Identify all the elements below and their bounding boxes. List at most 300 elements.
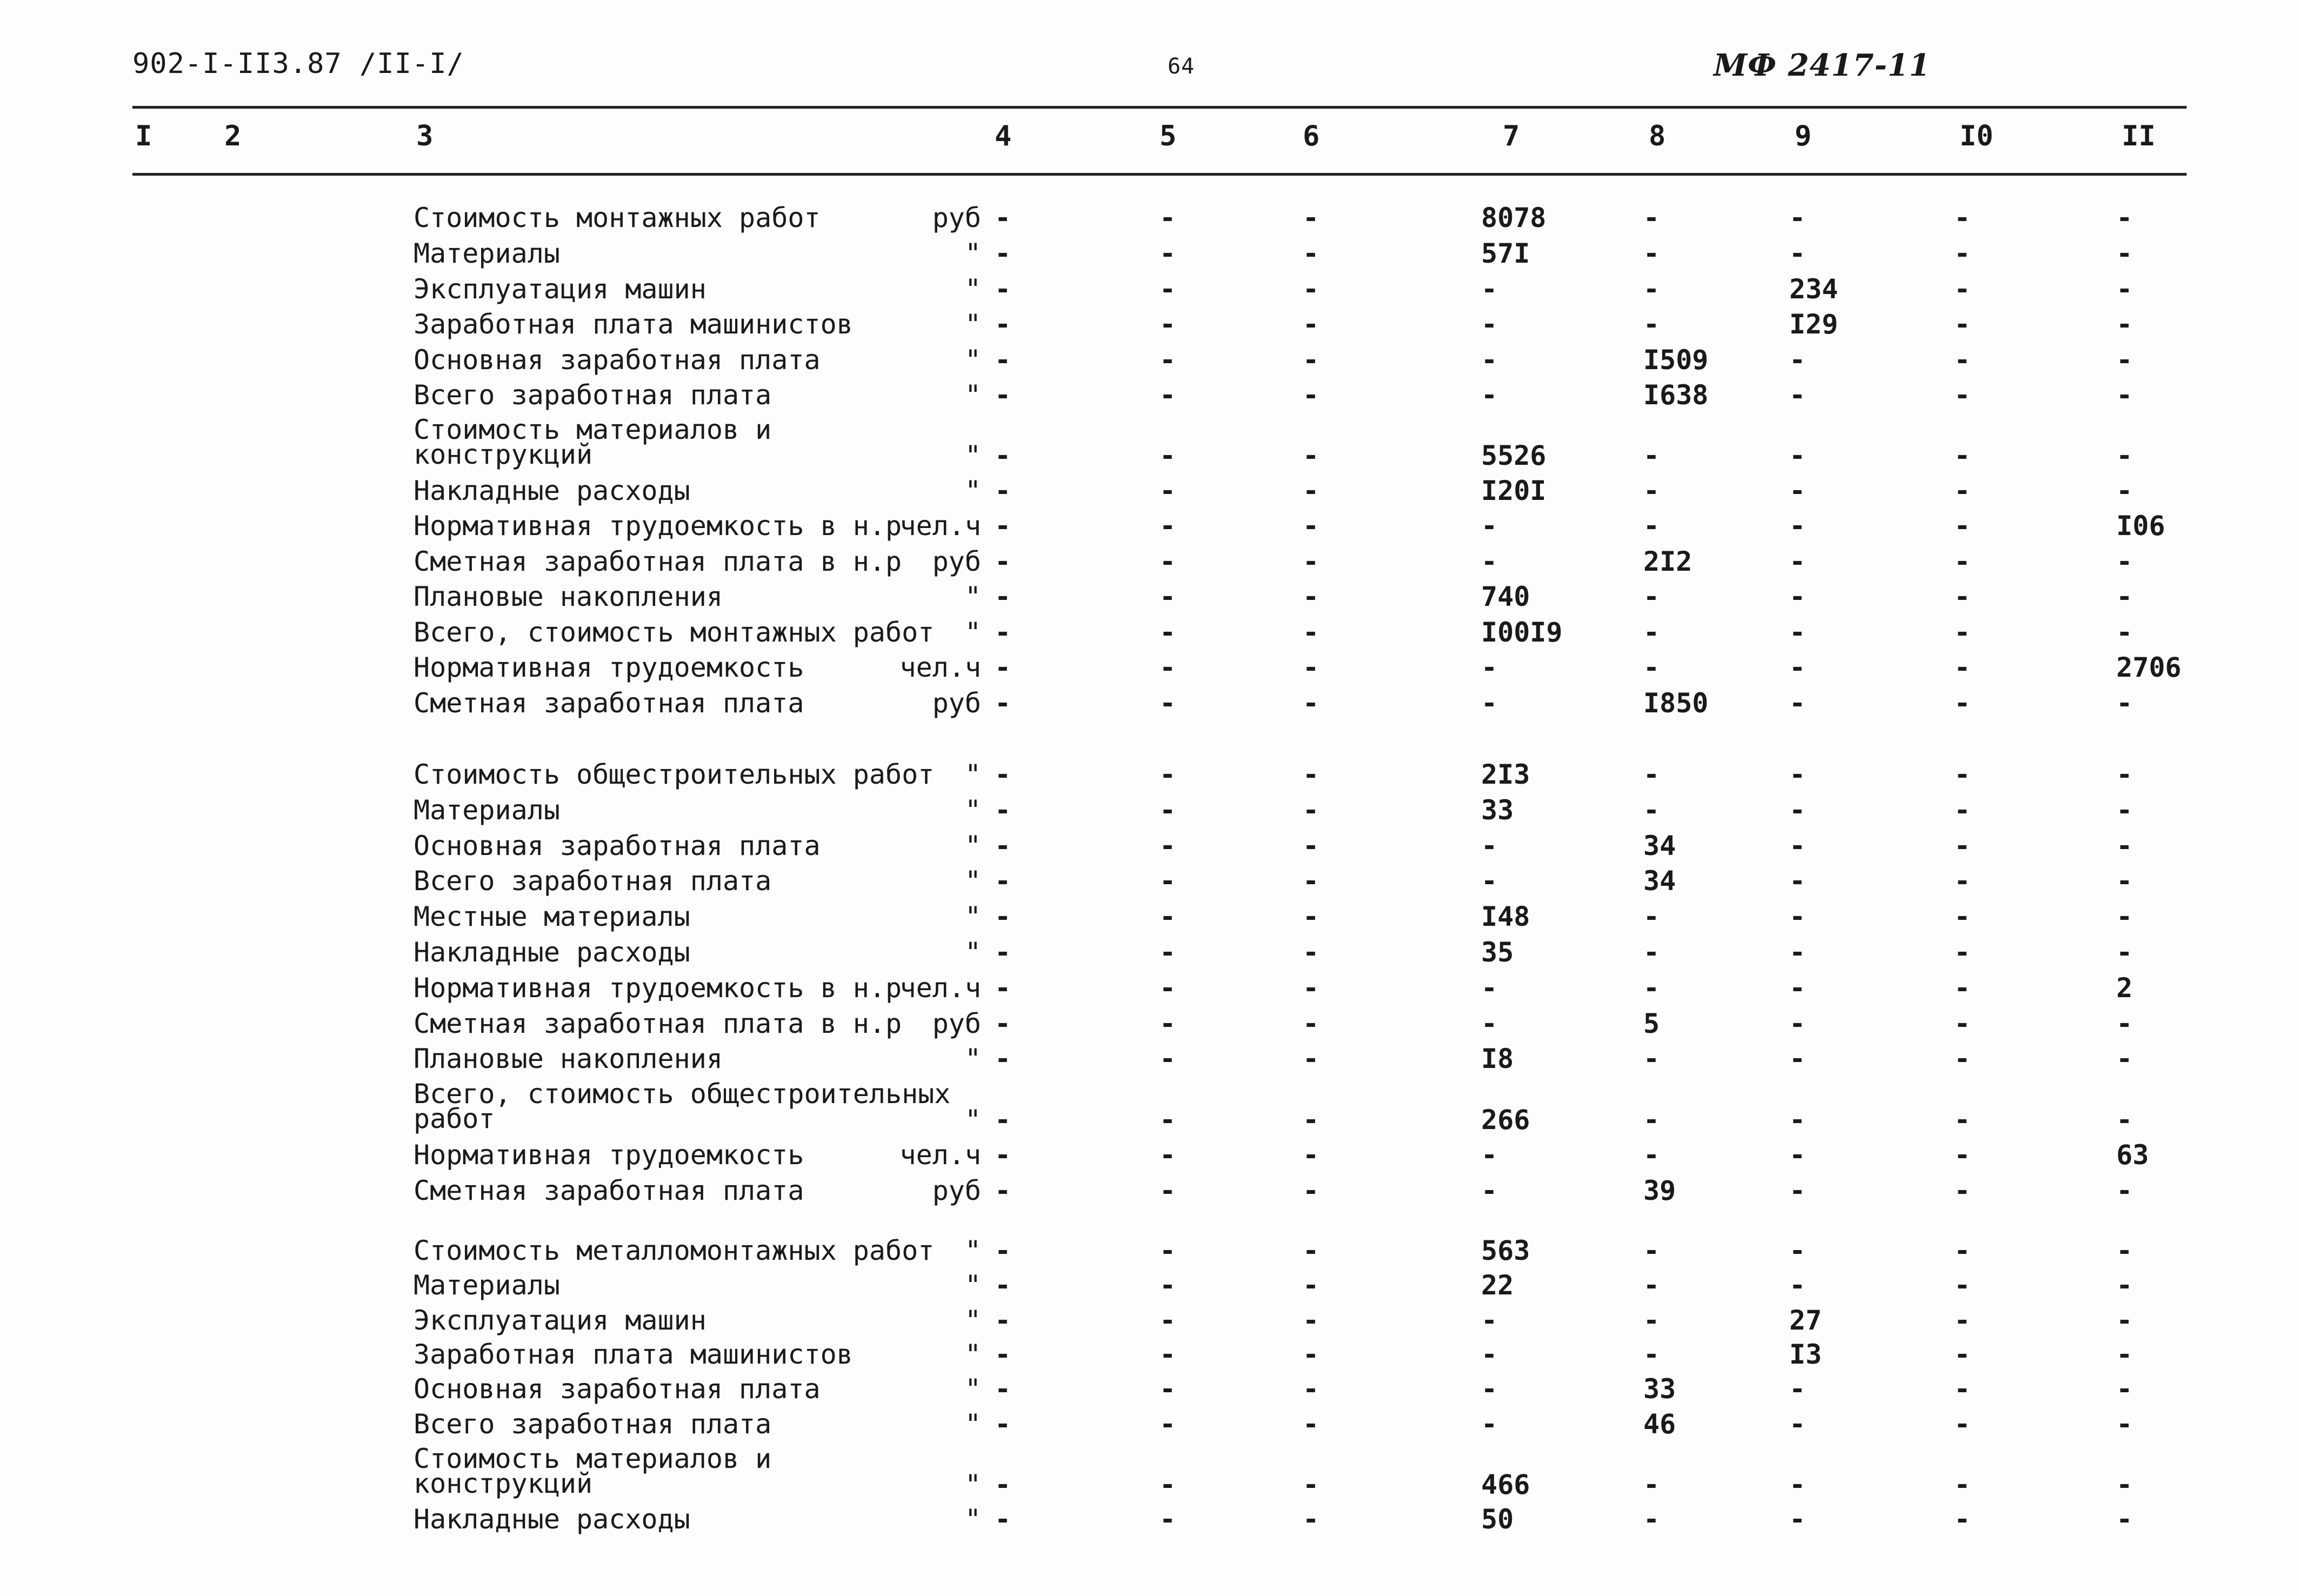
cell-col-4: - (995, 617, 1011, 648)
cell-col-5: - (1160, 1008, 1176, 1039)
cell-col-5: - (1160, 1408, 1176, 1440)
cell-col-7: - (1481, 830, 1498, 862)
cell-col-11: - (2116, 794, 2133, 826)
cell-col-5: - (1160, 901, 1176, 932)
row-label: Эксплуатация машин (414, 1305, 707, 1336)
cell-col-8: - (1643, 652, 1660, 683)
cell-col-11: - (2116, 617, 2133, 648)
cell-col-8: - (1643, 1339, 1660, 1370)
cell-col-5: - (1160, 379, 1176, 411)
cell-col-10: - (1954, 1043, 1971, 1074)
cell-col-8: - (1643, 794, 1660, 826)
cell-col-6: - (1303, 901, 1320, 932)
cell-col-7: - (1481, 344, 1498, 376)
cell-col-11: - (2116, 1104, 2133, 1136)
cell-col-11: 2706 (2116, 652, 2182, 683)
row-label: Нормативная трудоемкость (414, 1139, 804, 1171)
cell-col-7: - (1481, 865, 1498, 897)
cell-col-8: - (1643, 1305, 1660, 1336)
cell-col-5: - (1160, 546, 1176, 577)
cell-col-10: - (1954, 1339, 1971, 1370)
cell-col-9: - (1789, 510, 1806, 542)
cell-col-9: - (1789, 1469, 1806, 1500)
cell-col-8: I638 (1643, 379, 1709, 411)
row-unit: " (964, 1408, 981, 1440)
cell-col-10: - (1954, 202, 1971, 233)
cell-col-9: I29 (1789, 309, 1838, 340)
cell-col-5: - (1160, 937, 1176, 968)
cell-col-9: - (1789, 937, 1806, 968)
cell-col-6: - (1303, 1408, 1320, 1440)
document-code: 902-I-II3.87 /II-I/ (132, 48, 464, 80)
row-label: Стоимость общестроительных работ (414, 759, 935, 790)
cell-col-8: - (1643, 273, 1660, 305)
cell-col-6: - (1303, 1305, 1320, 1336)
cell-col-9: - (1789, 1139, 1806, 1171)
cell-col-7: 563 (1481, 1235, 1530, 1266)
table-row (0, 619, 2299, 655)
cell-col-8: I509 (1643, 344, 1709, 376)
cell-col-6: - (1303, 581, 1320, 612)
cell-col-6: - (1303, 652, 1320, 683)
cell-col-4: - (995, 652, 1011, 683)
cell-col-10: - (1954, 901, 1971, 932)
cell-col-7: 266 (1481, 1104, 1530, 1136)
cell-col-5: - (1160, 830, 1176, 862)
cell-col-8: - (1643, 759, 1660, 790)
cell-col-9: - (1789, 1175, 1806, 1206)
cell-col-10: - (1954, 440, 1971, 471)
cell-col-7: - (1481, 1008, 1498, 1039)
cell-col-9: - (1789, 865, 1806, 897)
table-row (0, 548, 2299, 584)
table-row (0, 1506, 2299, 1541)
cell-col-5: - (1160, 1175, 1176, 1206)
table-row (0, 583, 2299, 619)
row-unit: " (964, 309, 981, 340)
cell-col-11: - (2116, 546, 2133, 577)
cell-col-8: - (1643, 972, 1660, 1004)
cell-col-11: - (2116, 1469, 2133, 1500)
cell-col-6: - (1303, 1270, 1320, 1301)
row-label: Материалы (414, 238, 560, 269)
row-label: Плановые накопления (414, 1043, 723, 1074)
cell-col-4: - (995, 440, 1011, 471)
cell-col-8: - (1643, 1235, 1660, 1266)
cell-col-11: - (2116, 238, 2133, 269)
cell-col-11: - (2116, 937, 2133, 968)
table-row (0, 867, 2299, 903)
cell-col-7: 35 (1481, 937, 1514, 968)
cell-col-4: - (995, 1373, 1011, 1405)
cell-col-5: - (1160, 865, 1176, 897)
cell-col-6: - (1303, 1504, 1320, 1535)
table-row (0, 687, 2299, 725)
cell-col-11: - (2116, 1339, 2133, 1370)
row-unit: чел.ч (899, 652, 981, 683)
cell-col-11: - (2116, 1504, 2133, 1535)
cell-col-11: - (2116, 901, 2133, 932)
row-label: Сметная заработная плата (414, 1175, 804, 1206)
cell-col-9: - (1789, 1504, 1806, 1535)
cell-col-5: - (1160, 1235, 1176, 1266)
cell-col-10: - (1954, 617, 1971, 648)
row-label: Заработная плата машинистов (414, 1339, 853, 1370)
column-header-1: I (135, 120, 152, 152)
cell-col-4: - (995, 202, 1011, 233)
row-unit: " (964, 1043, 981, 1074)
cell-col-6: - (1303, 865, 1320, 897)
table-top-rule (132, 106, 2187, 109)
cell-col-7: - (1481, 1305, 1498, 1336)
cell-col-8: - (1643, 440, 1660, 471)
cell-col-9: - (1789, 830, 1806, 862)
cell-col-9: - (1789, 794, 1806, 826)
cell-col-8: - (1643, 617, 1660, 648)
row-label: Основная заработная плата (414, 344, 821, 376)
cell-col-9: I3 (1789, 1339, 1822, 1370)
cell-col-10: - (1954, 1008, 1971, 1039)
row-unit: " (964, 1504, 981, 1535)
cell-col-9: 27 (1789, 1305, 1822, 1336)
cell-col-4: - (995, 687, 1011, 719)
cell-col-10: - (1954, 794, 1971, 826)
cell-col-4: - (995, 273, 1011, 305)
cell-col-9: - (1789, 379, 1806, 411)
cell-col-5: - (1160, 273, 1176, 305)
cell-col-6: - (1303, 475, 1320, 506)
table-row (0, 654, 2299, 690)
column-header-6: 6 (1303, 120, 1320, 152)
cell-col-10: - (1954, 344, 1971, 376)
cell-col-10: - (1954, 1175, 1971, 1206)
cell-col-4: - (995, 546, 1011, 577)
cell-col-4: - (995, 379, 1011, 411)
cell-col-7: - (1481, 687, 1498, 719)
cell-col-7: 33 (1481, 794, 1514, 826)
cell-col-7: - (1481, 1408, 1498, 1440)
cell-col-5: - (1160, 238, 1176, 269)
cell-col-8: - (1643, 309, 1660, 340)
cell-col-9: - (1789, 344, 1806, 376)
cell-col-11: - (2116, 344, 2133, 376)
cell-col-4: - (995, 759, 1011, 790)
cell-col-7: - (1481, 309, 1498, 340)
row-unit: руб (932, 687, 981, 719)
cell-col-11: - (2116, 1408, 2133, 1440)
column-header-9: 9 (1795, 120, 1812, 152)
cell-col-11: 63 (2116, 1139, 2149, 1171)
table-row (0, 1307, 2299, 1343)
cell-col-6: - (1303, 972, 1320, 1004)
cell-col-7: - (1481, 546, 1498, 577)
cell-col-4: - (995, 1175, 1011, 1206)
row-label: Заработная плата машинистов (414, 309, 853, 340)
row-label: Сметная заработная плата в н.р (414, 1008, 902, 1039)
cell-col-5: - (1160, 344, 1176, 376)
cell-col-8: - (1643, 1139, 1660, 1171)
cell-col-11: - (2116, 1175, 2133, 1206)
cell-col-4: - (995, 344, 1011, 376)
cell-col-4: - (995, 972, 1011, 1004)
row-unit: " (964, 901, 981, 932)
cell-col-4: - (995, 1139, 1011, 1171)
row-unit: чел.ч (899, 972, 981, 1004)
cell-col-9: - (1789, 202, 1806, 233)
cell-col-11: - (2116, 475, 2133, 506)
cell-col-6: - (1303, 1008, 1320, 1039)
cell-col-7: I8 (1481, 1043, 1514, 1074)
cell-col-11: - (2116, 379, 2133, 411)
cell-col-7: 5526 (1481, 440, 1547, 471)
cell-col-6: - (1303, 1139, 1320, 1171)
row-label: Стоимость металломонтажных работ (414, 1235, 935, 1266)
row-label: Накладные расходы (414, 937, 690, 968)
cell-col-8: - (1643, 510, 1660, 542)
cell-col-7: I00I9 (1481, 617, 1563, 648)
cell-col-10: - (1954, 1139, 1971, 1171)
cell-col-9: - (1789, 1235, 1806, 1266)
cell-col-5: - (1160, 972, 1176, 1004)
cell-col-7: 8078 (1481, 202, 1547, 233)
table-row (0, 1237, 2299, 1273)
row-label: Накладные расходы (414, 1504, 690, 1535)
cell-col-10: - (1954, 1104, 1971, 1136)
cell-col-9: - (1789, 901, 1806, 932)
cell-col-7: 57I (1481, 238, 1530, 269)
cell-col-9: - (1789, 1408, 1806, 1440)
row-unit: " (964, 238, 981, 269)
cell-col-9: - (1789, 687, 1806, 719)
row-label: Материалы (414, 794, 560, 826)
row-unit: " (964, 937, 981, 968)
cell-col-11: 2 (2116, 972, 2133, 1004)
cell-col-6: - (1303, 1043, 1320, 1074)
cell-col-6: - (1303, 1469, 1320, 1500)
row-unit: " (964, 830, 981, 862)
cell-col-7: - (1481, 972, 1498, 1004)
cell-col-10: - (1954, 238, 1971, 269)
cell-col-4: - (995, 475, 1011, 506)
cell-col-9: - (1789, 1270, 1806, 1301)
row-label: Стоимость монтажных работ (414, 202, 821, 233)
table-row (0, 1010, 2299, 1046)
cell-col-5: - (1160, 652, 1176, 683)
row-unit: " (964, 617, 981, 648)
row-label: Всего заработная плата (414, 1408, 772, 1440)
cell-col-5: - (1160, 1305, 1176, 1336)
cell-col-5: - (1160, 1469, 1176, 1500)
cell-col-10: - (1954, 1270, 1971, 1301)
cell-col-11: - (2116, 1270, 2133, 1301)
table-row (0, 204, 2299, 240)
table-header-rule (132, 173, 2187, 176)
cell-col-10: - (1954, 1504, 1971, 1535)
column-header-8: 8 (1649, 120, 1666, 152)
table-row (0, 1141, 2299, 1177)
column-header-3: 3 (416, 120, 434, 152)
cell-col-5: - (1160, 1339, 1176, 1370)
cell-col-10: - (1954, 830, 1971, 862)
cell-col-4: - (995, 1469, 1011, 1500)
cell-col-5: - (1160, 1270, 1176, 1301)
row-label: Всего заработная плата (414, 865, 772, 897)
handwritten-reference: МФ 2417-11 (1714, 48, 1931, 83)
cell-col-4: - (995, 1104, 1011, 1136)
cell-col-5: - (1160, 794, 1176, 826)
row-label: Стоимость материалов и конструкций (414, 414, 772, 470)
cell-col-4: - (995, 794, 1011, 826)
cell-col-11: - (2116, 1305, 2133, 1336)
row-unit: " (964, 1469, 981, 1500)
row-label: Эксплуатация машин (414, 273, 707, 305)
cell-col-5: - (1160, 1104, 1176, 1136)
cell-col-8: - (1643, 901, 1660, 932)
cell-col-9: - (1789, 546, 1806, 577)
cell-col-9: 234 (1789, 273, 1838, 305)
row-unit: " (964, 273, 981, 305)
cell-col-6: - (1303, 344, 1320, 376)
cell-col-4: - (995, 1408, 1011, 1440)
cell-col-5: - (1160, 1043, 1176, 1074)
cell-col-4: - (995, 830, 1011, 862)
cell-col-8: 46 (1643, 1408, 1676, 1440)
cell-col-4: - (995, 1235, 1011, 1266)
cell-col-9: - (1789, 581, 1806, 612)
cell-col-10: - (1954, 475, 1971, 506)
cell-col-10: - (1954, 1408, 1971, 1440)
cell-col-5: - (1160, 687, 1176, 719)
row-unit: " (964, 865, 981, 897)
row-label: Материалы (414, 1270, 560, 1301)
table-row (0, 1341, 2299, 1377)
cell-col-6: - (1303, 1175, 1320, 1206)
cell-col-4: - (995, 1305, 1011, 1336)
cell-col-4: - (995, 865, 1011, 897)
row-unit: " (964, 1339, 981, 1370)
table-row (0, 1443, 2299, 1507)
cell-col-4: - (995, 510, 1011, 542)
cell-col-11: I06 (2116, 510, 2165, 542)
cell-col-6: - (1303, 1104, 1320, 1136)
column-header-11: II (2122, 120, 2156, 152)
cell-col-11: - (2116, 1008, 2133, 1039)
cell-col-6: - (1303, 546, 1320, 577)
cell-col-9: - (1789, 1008, 1806, 1039)
cell-col-6: - (1303, 617, 1320, 648)
cell-col-11: - (2116, 309, 2133, 340)
cell-col-8: - (1643, 1043, 1660, 1074)
cell-col-7: - (1481, 1139, 1498, 1171)
row-label: Всего заработная плата (414, 379, 772, 411)
cell-col-11: - (2116, 1235, 2133, 1266)
table-row (0, 832, 2299, 868)
row-unit: руб (932, 202, 981, 233)
table-row (0, 379, 2299, 417)
cell-col-9: - (1789, 475, 1806, 506)
cell-col-11: - (2116, 1373, 2133, 1405)
table-row (0, 1045, 2299, 1081)
cell-col-8: - (1643, 581, 1660, 612)
cell-col-6: - (1303, 1235, 1320, 1266)
cell-col-7: - (1481, 379, 1498, 411)
row-unit: руб (932, 546, 981, 577)
cell-col-8: - (1643, 1469, 1660, 1500)
cell-col-7: - (1481, 510, 1498, 542)
cell-col-10: - (1954, 937, 1971, 968)
cell-col-10: - (1954, 972, 1971, 1004)
cell-col-8: 2I2 (1643, 546, 1692, 577)
row-label: Основная заработная плата (414, 830, 821, 862)
table-row (0, 414, 2299, 478)
table-row (0, 1375, 2299, 1411)
row-unit: руб (932, 1175, 981, 1206)
cell-col-5: - (1160, 1373, 1176, 1405)
cell-col-10: - (1954, 1469, 1971, 1500)
cell-col-6: - (1303, 273, 1320, 305)
table-row (0, 794, 2299, 832)
cell-col-4: - (995, 309, 1011, 340)
cell-col-9: - (1789, 1043, 1806, 1074)
row-unit: чел.ч (899, 1139, 981, 1171)
cell-col-6: - (1303, 440, 1320, 471)
row-unit: " (964, 475, 981, 506)
column-header-5: 5 (1160, 120, 1177, 152)
table-row (0, 939, 2299, 974)
row-label: Стоимость материалов и конструкций (414, 1443, 772, 1499)
cell-col-8: 34 (1643, 865, 1676, 897)
cell-col-7: - (1481, 652, 1498, 683)
cell-col-10: - (1954, 652, 1971, 683)
table-row (0, 311, 2299, 346)
table-row (0, 273, 2299, 311)
cell-col-11: - (2116, 865, 2133, 897)
cell-col-10: - (1954, 510, 1971, 542)
cell-col-10: - (1954, 687, 1971, 719)
cell-col-8: - (1643, 1270, 1660, 1301)
column-header-2: 2 (224, 120, 242, 152)
cell-col-4: - (995, 901, 1011, 932)
cell-col-8: - (1643, 475, 1660, 506)
cell-col-10: - (1954, 1305, 1971, 1336)
cell-col-11: - (2116, 202, 2133, 233)
cell-col-9: - (1789, 972, 1806, 1004)
cell-col-10: - (1954, 1235, 1971, 1266)
cell-col-7: I48 (1481, 901, 1530, 932)
cell-col-6: - (1303, 1373, 1320, 1405)
row-label: Нормативная трудоемкость в н.р (414, 510, 902, 542)
row-label: Основная заработная плата (414, 1373, 821, 1405)
cell-col-11: - (2116, 273, 2133, 305)
table-row (0, 974, 2299, 1010)
cell-col-6: - (1303, 794, 1320, 826)
cell-col-6: - (1303, 687, 1320, 719)
cell-col-9: - (1789, 440, 1806, 471)
cell-col-10: - (1954, 759, 1971, 790)
column-header-10: I0 (1960, 120, 1994, 152)
cell-col-4: - (995, 1504, 1011, 1535)
cell-col-7: 466 (1481, 1469, 1530, 1500)
cell-col-6: - (1303, 510, 1320, 542)
cell-col-6: - (1303, 759, 1320, 790)
cell-col-8: 33 (1643, 1373, 1676, 1405)
table-row (0, 1272, 2299, 1307)
cell-col-5: - (1160, 440, 1176, 471)
cell-col-9: - (1789, 1104, 1806, 1136)
cell-col-8: - (1643, 238, 1660, 269)
cell-col-7: - (1481, 1373, 1498, 1405)
cell-col-6: - (1303, 379, 1320, 411)
